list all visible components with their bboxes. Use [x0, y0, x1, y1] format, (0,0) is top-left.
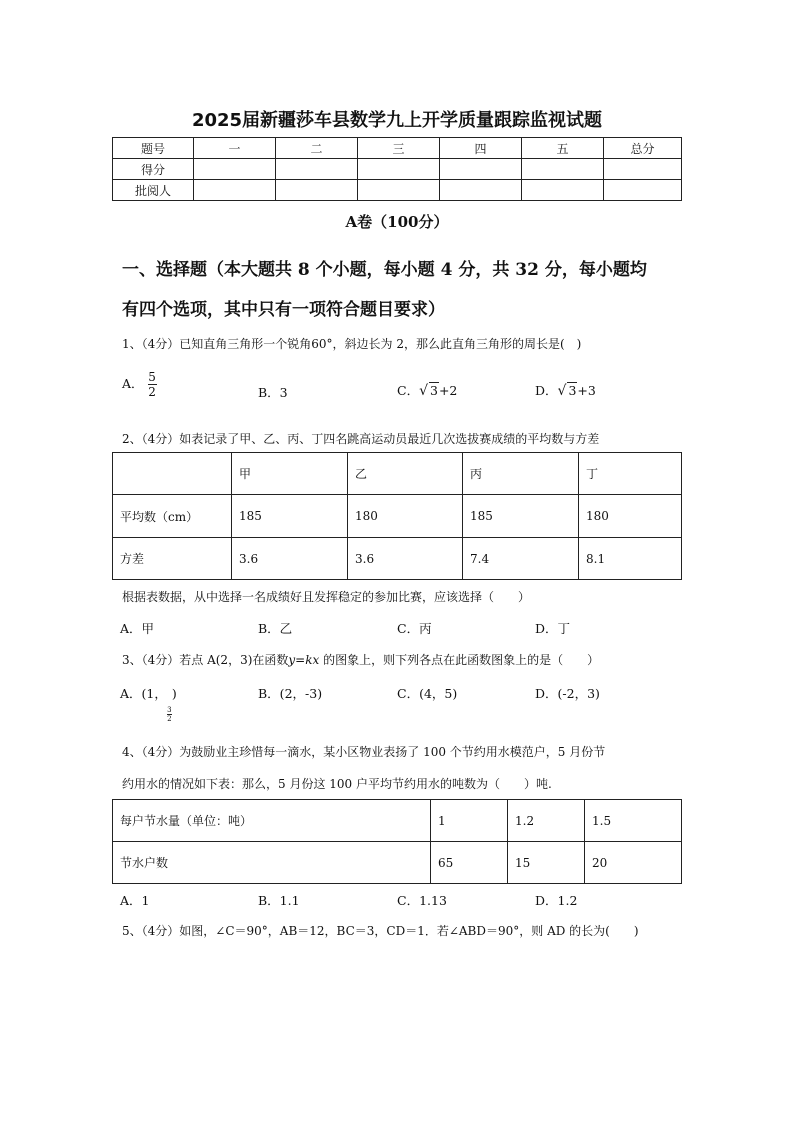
numerator: 5: [148, 370, 156, 384]
q1-option-b: B．3: [258, 385, 288, 400]
table-cell: 180: [579, 495, 682, 538]
score-cell: [522, 159, 604, 180]
q3-option-d: D．(-2，3): [535, 686, 600, 701]
score-header-cell: 总分: [604, 138, 682, 159]
volume-heading: A卷（100分）: [345, 213, 449, 231]
table-cell: 1.5: [585, 800, 682, 842]
score-header-cell: 二: [276, 138, 358, 159]
question-1-stem: 1、（4分）已知直角三角形一个锐角60°，斜边长为 2，那么此直角三角形的周长是( ): [122, 337, 582, 351]
section-heading-line2: 有四个选项，其中只有一项符合题目要求）: [122, 300, 445, 320]
table-cell: 节水户数: [113, 842, 431, 884]
score-cell: [194, 180, 276, 201]
table-row: [113, 538, 682, 580]
table-row: [113, 495, 682, 538]
q3-option-a: [120, 684, 177, 723]
radicand: 3: [568, 383, 577, 398]
table-cell: 65: [431, 842, 508, 884]
score-cell: [276, 159, 358, 180]
score-header-cell: 五: [522, 138, 604, 159]
sqrt-icon: √: [419, 383, 428, 399]
score-header-cell: 三: [358, 138, 440, 159]
option-label: C．: [397, 383, 420, 398]
table-cell: 7.4: [463, 538, 579, 580]
table-cell: 185: [232, 495, 348, 538]
option-text: A．(1，: [120, 686, 167, 701]
q2-option-c: C．丙: [397, 621, 432, 636]
q2-option-a: A．甲: [120, 621, 155, 636]
table-cell: 1.2: [508, 800, 585, 842]
table-cell: 丙: [463, 453, 579, 495]
score-cell: [276, 180, 358, 201]
score-header-cell: 四: [440, 138, 522, 159]
score-table: [112, 137, 682, 201]
fraction: [148, 370, 157, 399]
q4-option-c: C．1.13: [397, 893, 447, 908]
denominator: 2: [148, 385, 156, 399]
q3-option-b: B．(2，-3): [258, 686, 323, 701]
table-cell: 3.6: [232, 538, 348, 580]
table-cell: 15: [508, 842, 585, 884]
q1-option-c: [397, 381, 457, 399]
table-cell: 丁: [579, 453, 682, 495]
option-label: D．: [535, 383, 558, 398]
exam-title: 2025届新疆莎车县数学九上开学质量跟踪监视试题: [191, 110, 603, 131]
option-text: ): [171, 686, 177, 701]
q2-option-d: D．丁: [535, 621, 571, 636]
score-cell: [358, 180, 440, 201]
table-cell: 20: [585, 842, 682, 884]
table-cell: 每户节水量（单位：吨）: [113, 800, 431, 842]
score-row: [113, 159, 682, 180]
q4-option-d: D．1.2: [535, 893, 578, 908]
q4-table: [112, 799, 682, 884]
stem-text: 3、（4分）若点 A(2，3)在函数: [122, 653, 289, 667]
q4-option-b: B．1.1: [258, 893, 300, 908]
sqrt-icon: √: [557, 383, 567, 399]
table-cell: 3.6: [348, 538, 463, 580]
table-cell: 乙: [348, 453, 463, 495]
table-row: [113, 800, 682, 842]
option-label: A．: [122, 376, 144, 391]
q1-option-a: [122, 370, 157, 399]
table-cell: 方差: [113, 538, 232, 580]
question-5-stem: 5、（4分）如图，∠C＝90°，AB＝12，BC＝3，CD＝1．若∠ABD＝90°，则 AD 的长为( ): [122, 924, 639, 938]
score-cell: [194, 159, 276, 180]
function-expression: y=kx: [288, 653, 320, 667]
table-cell: 甲: [232, 453, 348, 495]
q3-option-c: C．(4，5): [397, 686, 458, 701]
option-rest: +2: [438, 383, 458, 398]
question-3-stem: [122, 651, 599, 668]
score-row-label: 得分: [113, 159, 194, 180]
table-cell: 185: [463, 495, 579, 538]
q2-option-b: B．乙: [258, 621, 293, 636]
grader-row: [113, 180, 682, 201]
radicand: 3: [430, 383, 438, 398]
table-cell: 180: [348, 495, 463, 538]
table-cell: 1: [431, 800, 508, 842]
score-cell: [440, 180, 522, 201]
table-cell: [113, 453, 232, 495]
denominator: 2: [167, 715, 172, 723]
table-row: [113, 842, 682, 884]
table-row: [113, 453, 682, 495]
q2-table: [112, 452, 682, 580]
question-4-stem-line2: 约用水的情况如下表：那么，5 月份这 100 户平均节约用水的吨数为（ ）吨.: [122, 777, 552, 791]
score-cell: [522, 180, 604, 201]
score-cell: [358, 159, 440, 180]
fraction: [167, 706, 172, 723]
score-header-row: [113, 138, 682, 159]
section-heading-line1: 一、选择题（本大题共 8 个小题，每小题 4 分，共 32 分，每小题均: [122, 260, 647, 280]
q4-option-a: A．1: [120, 893, 150, 908]
stem-text: 的图象上，则下列各点在此函数图象上的是（ ）: [319, 653, 600, 667]
table-cell: 平均数（cm）: [113, 495, 232, 538]
question-4-stem-line1: 4、（4分）为鼓励业主珍惜每一滴水，某小区物业表扬了 100 个节约用水模范户，5 月份节: [122, 745, 606, 759]
score-cell: [440, 159, 522, 180]
question-2-stem: 2、（4分）如表记录了甲、乙、丙、丁四名跳高运动员最近几次选拔赛成绩的平均数与方差: [122, 432, 600, 446]
score-header-cell: 一: [194, 138, 276, 159]
question-2-follow: 根据表数据，从中选择一名成绩好且发挥稳定的参加比赛，应该选择（ ）: [122, 590, 531, 604]
numerator: 3: [167, 706, 172, 714]
table-cell: 8.1: [579, 538, 682, 580]
score-row-label: 批阅人: [113, 180, 194, 201]
score-header-cell: 题号: [113, 138, 194, 159]
score-cell: [604, 180, 682, 201]
option-rest: +3: [577, 383, 596, 398]
q1-option-d: [535, 381, 596, 399]
score-cell: [604, 159, 682, 180]
